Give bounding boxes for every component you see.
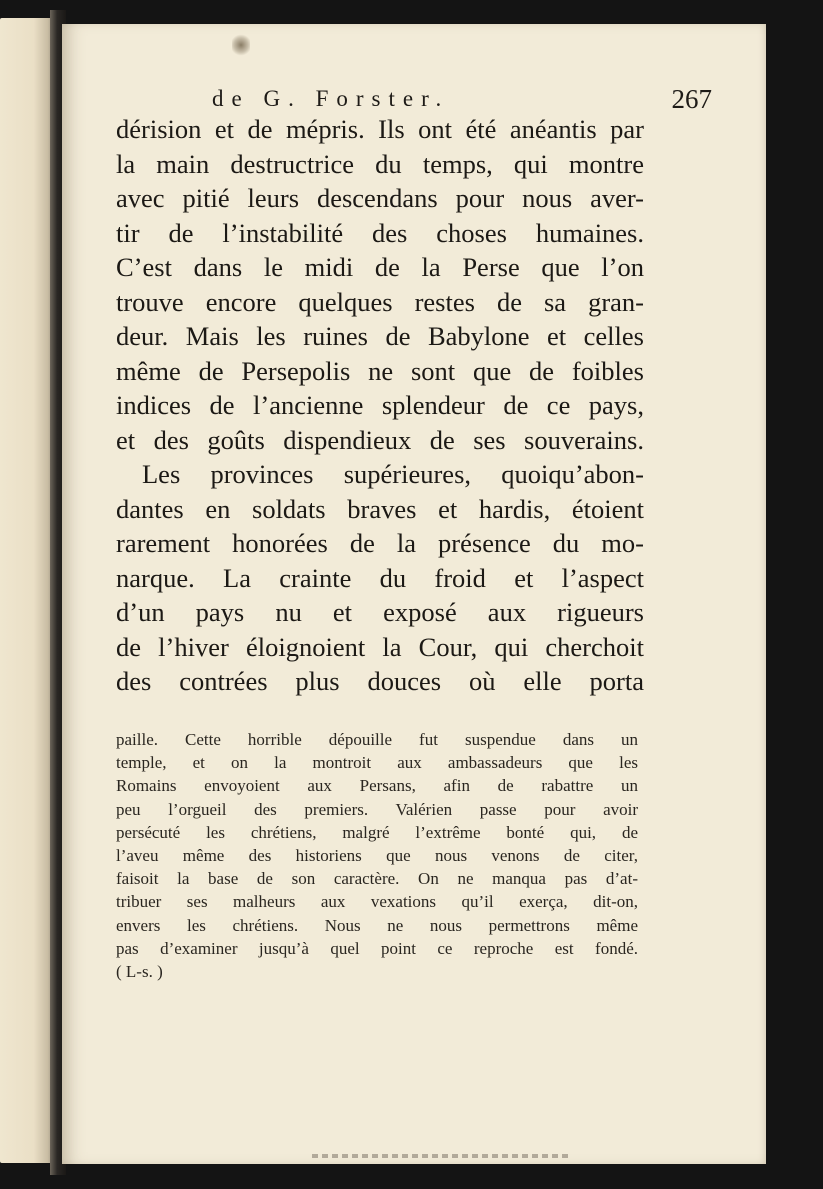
text-line: tir de l’instabilité des choses humaines. <box>116 217 644 248</box>
text-line: narque. La crainte du froid et l’aspect <box>116 562 644 593</box>
text-line: avec pitié leurs descendans pour nous aver- <box>116 183 644 213</box>
footnote-line: temple, et on la montroit aux ambassadeurs que les <box>116 753 638 773</box>
text-line: d’un pays nu et exposé aux rigueurs <box>116 597 644 627</box>
main-text-block <box>116 112 644 699</box>
footnote-block <box>116 728 638 983</box>
footnote-line: persécuté les chrétiens, malgré l’extrême bonté qui, de <box>116 822 638 842</box>
text-line: la main destructrice du temps, qui montre <box>116 148 644 179</box>
footnote-line: pas d’examiner jusqu’à quel point ce reproche est fondé. <box>116 938 638 958</box>
text-line: C’est dans le midi de la Perse que l’on <box>116 252 644 282</box>
page-bottom-mark <box>312 1154 572 1158</box>
text-line: même de Persepolis ne sont que de foibles <box>116 355 644 386</box>
running-head-title: de G. Forster. <box>212 86 450 111</box>
text-line: et des goûts dispendieux de ses souverains. <box>116 424 644 455</box>
page-number: 267 <box>671 84 712 114</box>
book-page <box>62 24 766 1164</box>
text-line: deur. Mais les ruines de Babylone et celles <box>116 321 644 351</box>
footnote-attribution: ( L-s. ) <box>116 961 163 981</box>
paper-stain <box>232 34 250 56</box>
footnote-line: tribuer ses malheurs aux vexations qu’il exerça, dit-on, <box>116 892 638 912</box>
text-line: rarement honorées de la présence du mo- <box>116 528 644 558</box>
footnote-line: envers les chrétiens. Nous ne nous permettrons même <box>116 915 638 935</box>
footnote-line: paille. Cette horrible dépouille fut suspendue dans un <box>116 730 638 749</box>
text-line: trouve encore quelques restes de sa gran- <box>116 286 644 317</box>
facing-page-edge <box>0 18 56 1163</box>
text-line: indices de l’ancienne splendeur de ce pays, <box>116 390 644 420</box>
footnote-line: Romains envoyoient aux Persans, afin de rabattre un <box>116 776 638 796</box>
footnote-line: faisoit la base de son caractère. On ne manqua pas d’at- <box>116 869 638 889</box>
footnote-line: l’aveu même des historiens que nous venons de citer, <box>116 845 638 865</box>
text-line: des contrées plus douces où elle porta <box>116 666 644 696</box>
text-line: de l’hiver éloignoient la Cour, qui cherchoit <box>116 631 644 662</box>
text-line: dérision et de mépris. Ils ont été anéantis par <box>116 114 644 144</box>
text-line: Les provinces supérieures, quoiqu’abon- <box>142 459 644 489</box>
footnote-line: peu l’orgueil des premiers. Valérien passe pour avoir <box>116 799 638 819</box>
text-line: dantes en soldats braves et hardis, étoient <box>116 493 644 524</box>
